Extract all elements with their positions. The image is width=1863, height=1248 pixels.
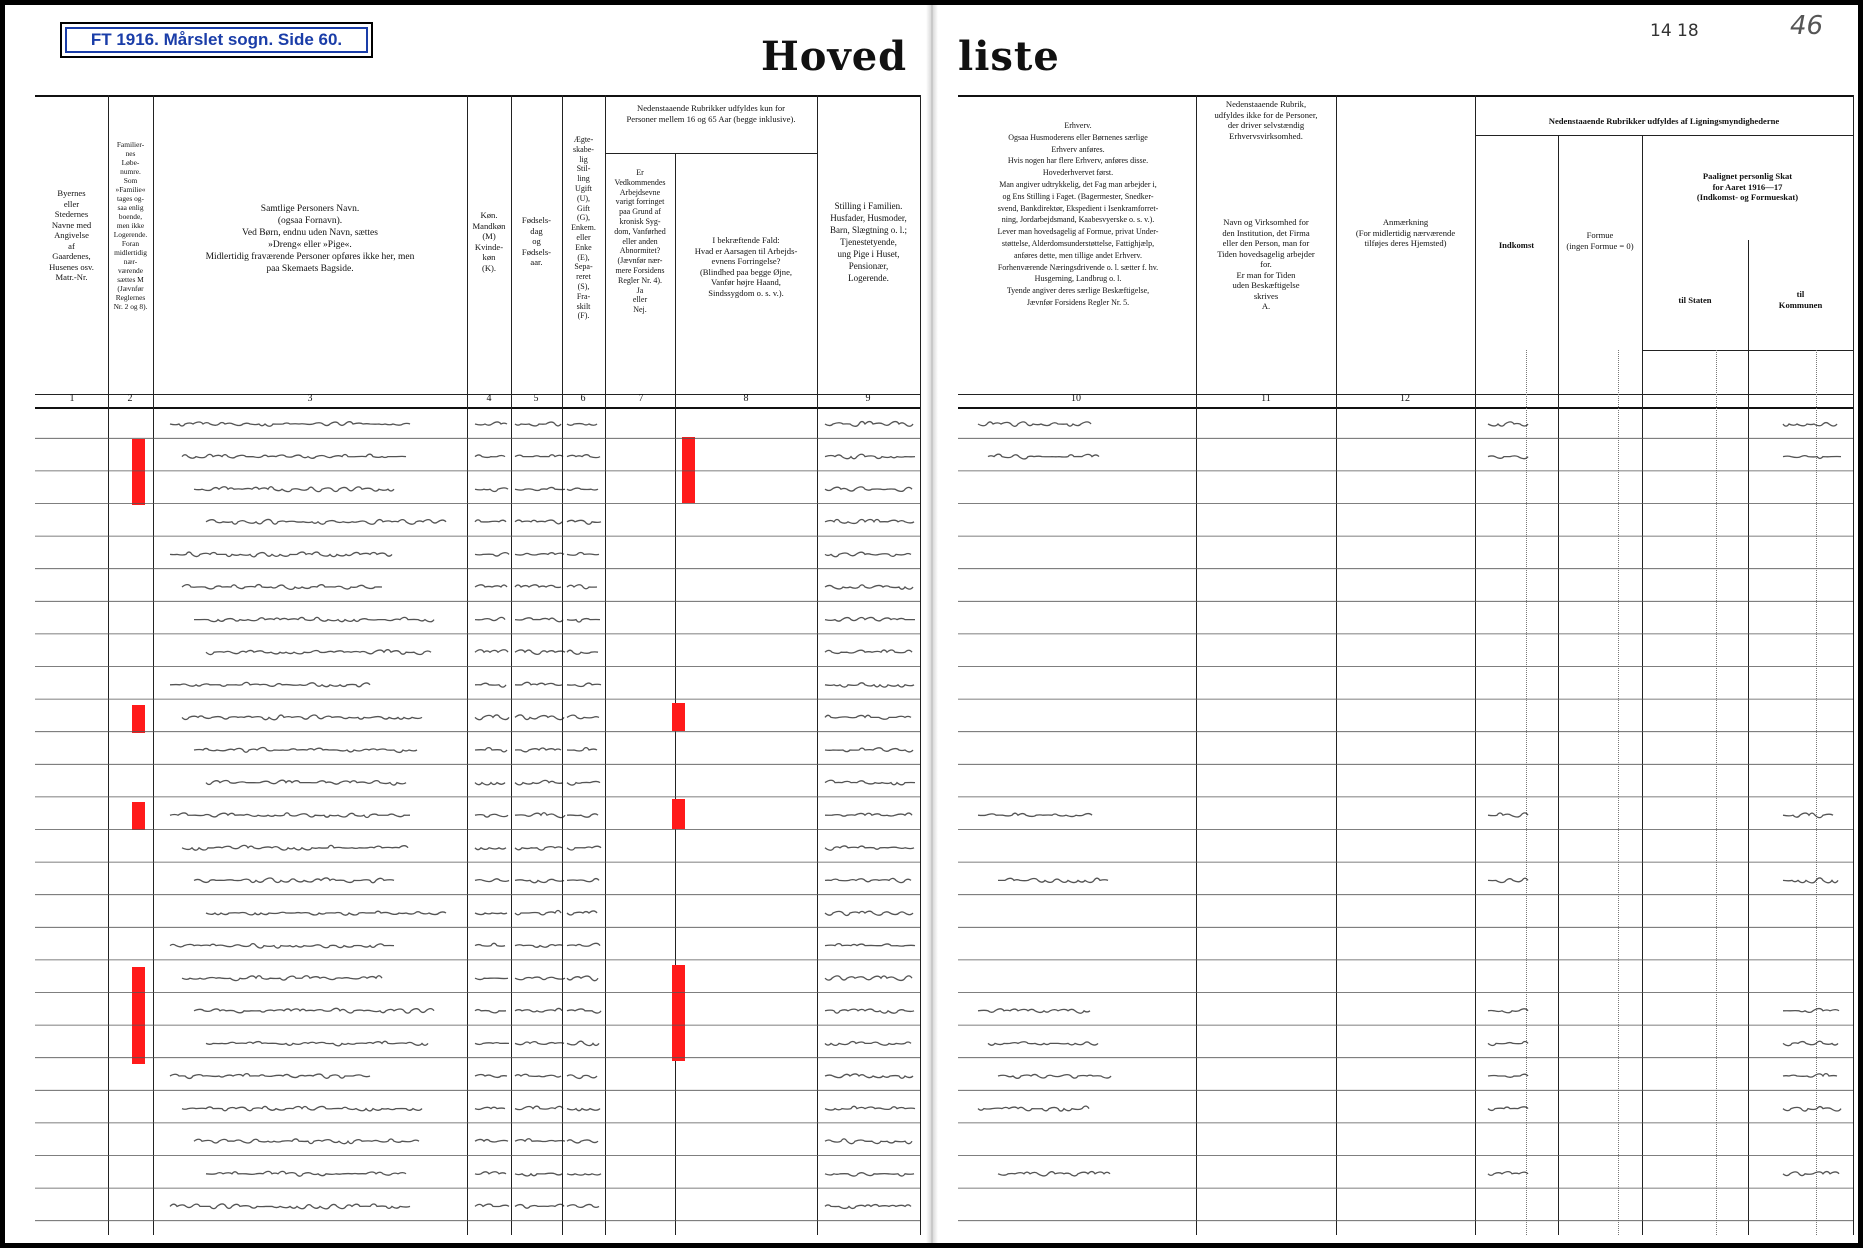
- handwritten-entries: [170, 422, 915, 1209]
- handwriting-stroke: [1783, 456, 1841, 459]
- handwriting-stroke: [194, 878, 394, 883]
- col5-header: Fødsels- dag og Fødsels- aar.: [521, 215, 552, 267]
- handwriting-stroke: [978, 1106, 1089, 1111]
- handwriting-stroke: [825, 1173, 914, 1176]
- handwriting-stroke: [475, 978, 508, 979]
- handwriting-stroke: [515, 879, 564, 882]
- handwriting-stroke: [194, 1139, 419, 1144]
- col6-number: 6: [580, 393, 586, 404]
- handwriting-stroke: [515, 422, 561, 426]
- handwriting-stroke: [567, 911, 597, 915]
- handwriting-stroke: [475, 879, 509, 882]
- handwriting-stroke: [567, 715, 599, 719]
- handwriting-stroke: [515, 1074, 561, 1077]
- handwriting-stroke: [475, 814, 508, 817]
- handwriting-stroke: [567, 619, 600, 622]
- handwriting-stroke: [1783, 1172, 1839, 1176]
- right-handwriting-layer: [938, 5, 1858, 1243]
- handwriting-stroke: [206, 1171, 406, 1176]
- handwriting-stroke: [170, 944, 394, 948]
- handwriting-stroke: [515, 911, 561, 915]
- col4-header: Køn. Mandkøn (M) Kvinde- køn (K).: [472, 210, 506, 273]
- title-right: liste: [958, 33, 1060, 80]
- handwriting-stroke: [825, 715, 911, 719]
- handwriting-stroke: [475, 1172, 506, 1175]
- handwriting-stroke: [1783, 1041, 1838, 1045]
- title-left: Hoved: [761, 33, 908, 80]
- caption-text: FT 1916. Mårslet sogn. Side 60.: [90, 30, 343, 49]
- handwriting-stroke: [825, 683, 914, 687]
- handwriting-stroke: [825, 976, 912, 981]
- col4-number: 4: [486, 393, 492, 404]
- handwriting-stroke: [988, 1042, 1098, 1046]
- handwriting-stroke: [1488, 1009, 1528, 1013]
- handwriting-stroke: [825, 846, 914, 850]
- col3-header: Samtlige Personers Navn. (ogsaa Fornavn). Ved Børn, endnu uden Navn, sættes »Dreng« eller »Pige«. Midlertidig fraværende Personer opføres ikke her, men paa Skemaets Bagside.: [205, 204, 415, 274]
- handwriting-stroke: [475, 715, 509, 720]
- handwriting-stroke: [515, 650, 565, 654]
- handwriting-stroke: [825, 780, 915, 785]
- handwriting-stroke: [978, 422, 1091, 426]
- handwriting-stroke: [1783, 813, 1833, 818]
- handwriting-stroke: [567, 814, 598, 817]
- handwriting-stroke: [170, 1074, 370, 1079]
- handwriting-stroke: [206, 911, 446, 915]
- handwriting-stroke: [170, 682, 370, 686]
- handwriting-stroke: [1783, 423, 1837, 427]
- col6-header: Ægte- skabe- lig Stil- ling Ugift (U), Gift (G), Enkem. eller Enke (E), Sepa- reret (S), Fra- skilt (F).: [571, 135, 596, 321]
- handwriting-stroke: [825, 1042, 911, 1046]
- handwriting-stroke: [825, 552, 911, 557]
- col1-header: Byernes eller Stedernes Navne med Angivelse af Gaardenes, Husenes osv. Matr.-Nr.: [49, 188, 94, 282]
- handwriting-stroke: [515, 813, 565, 818]
- col9-number: 9: [865, 393, 871, 404]
- handwriting-stroke: [475, 520, 506, 522]
- handwriting-stroke: [475, 913, 507, 915]
- col11-header: Navn og Virksomhed for den Institution, det Firma eller den Person, man for Tiden hovedsagelig arbejder for. Er man for Tiden uden Beskæftigelse skrives A.: [1217, 217, 1315, 311]
- col2-header: Familier- nes Løbe- numre. Som »Familie« tages og- saa enlig boende, men ikke Logerende. Foran midlertidig nær- værende sættes M (Jævnfør Reglernes Nr. 2 og 8).: [113, 140, 148, 311]
- handwriting-stroke: [567, 976, 598, 981]
- handwriting-stroke: [1488, 1172, 1528, 1176]
- handwriting-stroke: [182, 845, 408, 850]
- handwriting-stroke: [475, 748, 507, 752]
- handwriting-stroke: [475, 1139, 508, 1142]
- handwriting-stroke: [170, 813, 410, 818]
- handwriting-stroke: [182, 715, 422, 720]
- col11-number: 11: [1261, 393, 1271, 404]
- handwriting-stroke: [182, 976, 382, 981]
- col12-number: 12: [1400, 393, 1410, 404]
- handwriting-stroke: [515, 715, 564, 720]
- handwriting-stroke: [567, 424, 597, 426]
- page-number-pencil: 14 18: [1650, 21, 1699, 41]
- handwriting-stroke: [998, 1172, 1110, 1176]
- handwriting-stroke: [170, 1204, 410, 1209]
- col7-header: Er Vedkommendes Arbejdsevne varigt forringet paa Grund af kronisk Syg- dom, Vanførhed eller anden Abnormitet? (Jævnfør nær- mere Forsidens Regler Nr. 4). Ja eller Nej.: [614, 168, 666, 315]
- handwriting-stroke: [475, 422, 507, 425]
- handwriting-stroke: [567, 1174, 601, 1175]
- handwriting-stroke: [567, 943, 600, 946]
- state-tax-header: til Staten: [1678, 295, 1712, 305]
- handwriting-stroke: [206, 650, 431, 655]
- handwriting-stroke: [182, 454, 406, 458]
- handwriting-stroke: [567, 1041, 599, 1045]
- handwriting-stroke: [567, 781, 600, 785]
- left-row-lines: [35, 438, 920, 1220]
- handwriting-stroke: [825, 585, 913, 589]
- handwriting-stroke: [567, 553, 599, 556]
- handwriting-stroke: [825, 944, 915, 947]
- handwriting-stroke: [825, 1205, 911, 1209]
- col10-number: 10: [1071, 393, 1081, 404]
- handwriting-stroke: [567, 585, 597, 589]
- handwriting-stroke: [1488, 1041, 1528, 1045]
- handwriting-stroke: [567, 520, 601, 524]
- handwriting-stroke: [825, 1106, 915, 1110]
- handwriting-stroke: [567, 1204, 599, 1207]
- handwriting-stroke: [515, 455, 563, 457]
- handwriting-stroke: [1488, 878, 1528, 882]
- handwriting-stroke: [515, 847, 562, 850]
- handwriting-stroke: [515, 977, 565, 980]
- handwriting-stroke: [567, 650, 598, 654]
- handwriting-stroke: [567, 1140, 598, 1143]
- handwriting-stroke: [515, 1173, 562, 1176]
- handwriting-stroke: [194, 748, 417, 753]
- handwriting-stroke: [825, 454, 915, 458]
- handwriting-stroke: [515, 780, 563, 785]
- handwriting-stroke: [475, 455, 505, 458]
- tax-span-header: Nedenstaaende Rubrikker udfyldes af Ligningsmyndighederne: [1548, 116, 1780, 126]
- left-page: [5, 5, 926, 1243]
- handwriting-stroke: [475, 585, 507, 587]
- handwriting-stroke: [567, 846, 601, 850]
- handwriting-stroke: [1783, 1107, 1841, 1112]
- col11-span-header: Nedenstaaende Rubrik, udfyldes ikke for de Personer, der driver selvstændig Erhvervsvirksomhed.: [1214, 99, 1318, 141]
- handwriting-stroke: [1488, 813, 1528, 817]
- handwriting-stroke: [515, 682, 562, 685]
- handwriting-stroke: [825, 748, 913, 752]
- handwriting-stroke: [170, 422, 410, 427]
- handwriting-stroke: [825, 487, 912, 491]
- handwriting-stroke: [515, 748, 561, 752]
- handwriting-stroke: [988, 454, 1099, 459]
- handwriting-stroke: [567, 1109, 600, 1111]
- handwriting-stroke: [1488, 422, 1528, 426]
- income-header: Indkomst: [1498, 240, 1535, 250]
- col1-number: 1: [69, 393, 75, 404]
- handwriting-stroke: [475, 848, 506, 850]
- handwriting-stroke: [825, 1074, 913, 1078]
- handwriting-stroke: [825, 911, 913, 915]
- handwriting-stroke: [475, 650, 508, 652]
- handwriting-stroke: [475, 943, 505, 946]
- col5-number: 5: [533, 393, 539, 404]
- handwriting-stroke: [182, 1106, 422, 1110]
- handwriting-stroke: [515, 585, 561, 588]
- wealth-header: Formue (ingen Formue = 0): [1566, 230, 1634, 251]
- handwriting-stroke: [475, 617, 505, 620]
- handwriting-stroke: [1783, 1009, 1839, 1013]
- handwriting-stroke: [206, 1041, 428, 1046]
- handwriting-stroke: [825, 813, 912, 816]
- handwriting-stroke: [206, 519, 446, 524]
- handwriting-stroke: [825, 650, 912, 653]
- handwriting-stroke: [567, 455, 600, 458]
- handwriting-stroke: [978, 1009, 1090, 1013]
- municipal-tax-header: til Kommunen: [1778, 289, 1823, 310]
- handwriting-stroke: [825, 1009, 914, 1013]
- handwriting-stroke: [567, 488, 598, 490]
- page-gutter: [926, 5, 938, 1243]
- col8-header: I bekræftende Fald: Hvad er Aarsagen til Arbejds- evnens Forringelse? (Blindhed paa begge Øjne, Vanfør højre Haand, Sindssygdom o. s. v.).: [694, 235, 798, 298]
- page-number-ink: 46: [1790, 11, 1824, 41]
- handwriting-stroke: [515, 553, 564, 555]
- tax-header: Paalignet personlig Skat for Aaret 1916—17 (Indkomst- og Formueskat): [1696, 171, 1799, 202]
- handwriting-stroke: [475, 1043, 509, 1045]
- handwriting-stroke: [998, 1074, 1111, 1078]
- handwritten-entries: [978, 422, 1841, 1176]
- handwriting-stroke: [182, 585, 382, 590]
- col2-number: 2: [127, 393, 133, 404]
- handwriting-stroke: [194, 487, 394, 492]
- handwriting-stroke: [1488, 1107, 1528, 1111]
- handwriting-stroke: [170, 552, 392, 557]
- handwriting-stroke: [825, 878, 911, 882]
- handwriting-stroke: [194, 617, 434, 621]
- col3-number: 3: [307, 393, 313, 404]
- handwriting-stroke: [475, 1010, 506, 1013]
- handwriting-stroke: [515, 618, 563, 622]
- handwriting-stroke: [515, 1042, 564, 1045]
- handwriting-stroke: [825, 519, 914, 523]
- handwriting-stroke: [978, 813, 1092, 816]
- col12-header: Anmærkning (For midlertidig nærværende tilføjes deres Hjemsted): [1355, 217, 1456, 248]
- handwriting-stroke: [515, 1204, 564, 1208]
- handwriting-stroke: [825, 617, 915, 621]
- handwriting-stroke: [515, 487, 565, 490]
- handwriting-stroke: [475, 1107, 505, 1109]
- handwriting-stroke: [567, 1009, 601, 1013]
- handwriting-stroke: [825, 1139, 912, 1144]
- right-page: [938, 5, 1858, 1243]
- handwriting-stroke: [1783, 1074, 1837, 1078]
- handwriting-stroke: [567, 879, 599, 882]
- right-row-lines: [958, 438, 1853, 1220]
- handwriting-stroke: [1488, 1074, 1528, 1077]
- handwriting-stroke: [475, 1204, 509, 1206]
- handwriting-stroke: [194, 1008, 434, 1013]
- handwriting-stroke: [567, 683, 601, 686]
- handwriting-stroke: [515, 1008, 562, 1012]
- col9-header: Stilling i Familien. Husfader, Husmoder, Barn, Slægtning o. l.; Tjenestetyende, ung Pige i Huset, Pensionær, Logerende.: [829, 201, 907, 283]
- col8-number: 8: [743, 393, 749, 404]
- handwriting-stroke: [475, 488, 508, 492]
- handwriting-stroke: [515, 1106, 563, 1109]
- handwriting-stroke: [825, 422, 913, 427]
- handwriting-stroke: [515, 945, 563, 948]
- handwriting-stroke: [475, 683, 506, 687]
- handwriting-stroke: [1783, 878, 1838, 883]
- census-scan: [5, 5, 1858, 1243]
- handwriting-stroke: [206, 780, 406, 785]
- handwriting-stroke: [475, 553, 509, 556]
- col7-number: 7: [638, 393, 644, 404]
- col7-8-span-header: Nedenstaaende Rubrikker udfyldes kun for Personer mellem 16 og 65 Aar (begge inklusive).: [626, 103, 796, 124]
- col10-header: Erhverv. Ogsaa Husmoderens eller Børnenes særlige Erhverv anføres. Hvis nogen har flere Erhverv, anføres disse. Hovederhvervet først. Man angiver udtrykkelig, det Fag man arbejder i, og Ens Stilling i Faget. (Bagermester, Snedker- svend, Bankdirektør, Ekspedient i Isenkramforret- ning, Jordarbejdsmand, Kaabesvyerske o. s. v.). Lever man hovedsagelig af Formue, privat Under- støttelse, Alderdomsunderstøttelse, Fattighjælp, anføres dette, men tillige andet Erhverv. Forhenværende Næringsdrivende o. l. sætter f. hv. Husgerning, Landbrug o. l. Tyende angiver deres særlige Beskæftigelse, Jævnfør Forsidens Regler Nr. 5.: [997, 121, 1159, 307]
- left-handwriting-layer: [5, 5, 926, 1243]
- handwriting-stroke: [475, 783, 505, 785]
- handwriting-stroke: [515, 1139, 565, 1142]
- handwriting-stroke: [567, 748, 597, 751]
- handwriting-stroke: [998, 878, 1108, 882]
- handwriting-stroke: [1488, 456, 1528, 459]
- handwriting-stroke: [515, 520, 562, 524]
- handwriting-stroke: [567, 1075, 597, 1079]
- handwriting-stroke: [475, 1074, 507, 1077]
